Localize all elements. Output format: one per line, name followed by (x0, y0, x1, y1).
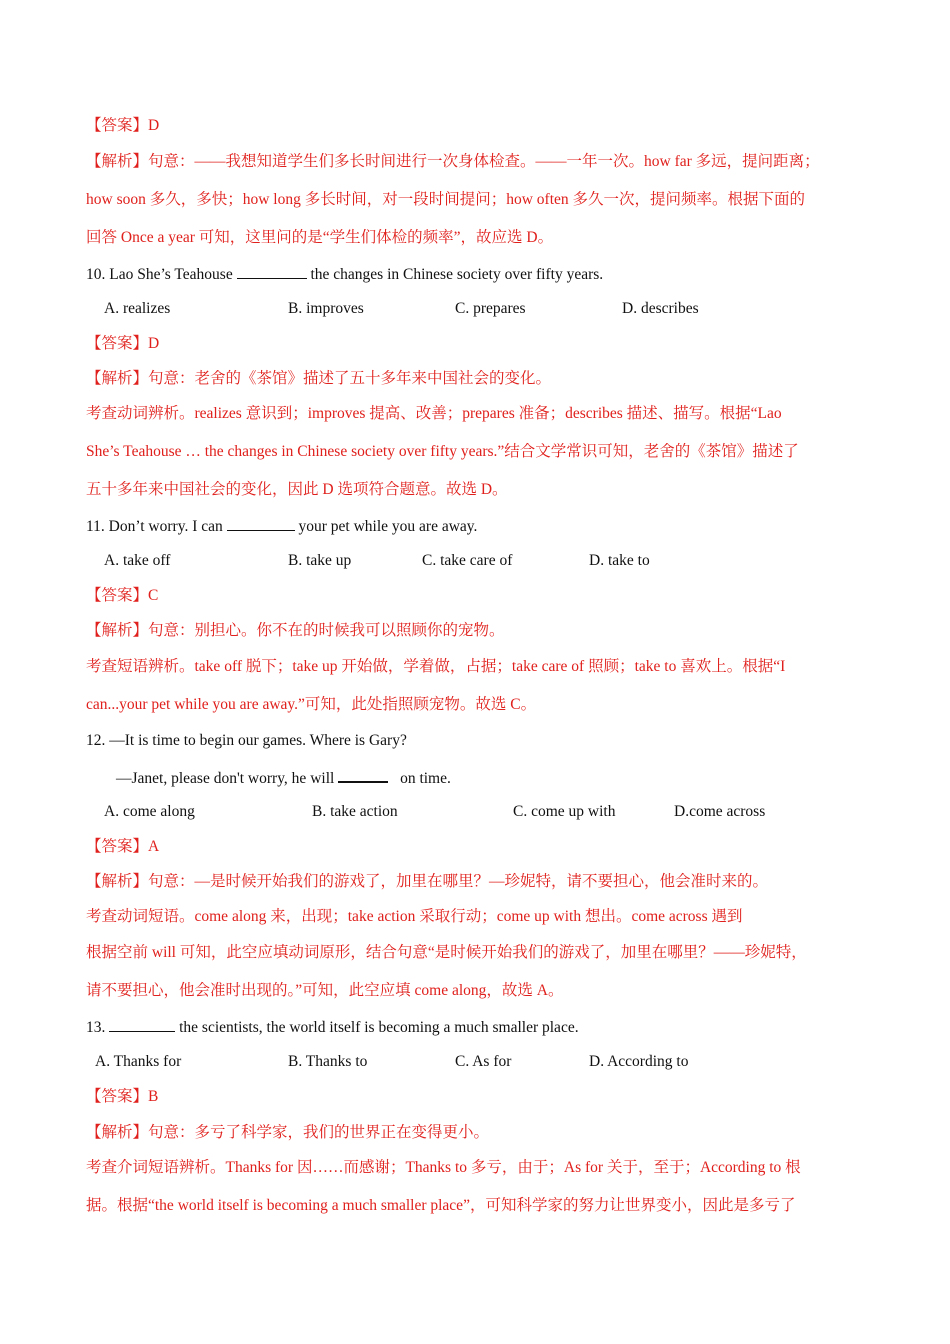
option-c: C. take care of (422, 552, 513, 569)
option-d: D.come across (674, 803, 766, 820)
answer-blank (227, 516, 295, 531)
question-stem-q10: 10. Lao She’s Teahouse the changes in Chinese society over fifty years. (86, 266, 604, 283)
analysis-line: She’s Teahouse … the changes in Chinese society over fifty years.”结合文学常识可知，老舍的《茶馆》描述了 (86, 443, 799, 460)
option-b: B. take action (312, 803, 398, 820)
option-d: D. According to (589, 1053, 689, 1070)
answer-blank (338, 767, 388, 783)
option-a: A. realizes (104, 300, 171, 317)
analysis-line: 回答 Once a year 可知，这里问的是“学生们体检的频率”，故应选 D。 (86, 229, 554, 246)
option-a: A. take off (104, 552, 171, 569)
question-stem-q12: 12. —It is time to begin our games. Where is Gary? (86, 732, 407, 749)
analysis-line: 【解析】句意：多亏了科学家，我们的世界正在变得更小。 (86, 1124, 490, 1141)
analysis-line: 据。根据“the world itself is becoming a much smaller place”，可知科学家的努力让世界变小，因此是多亏了 (86, 1197, 796, 1214)
answer-blank (237, 264, 307, 279)
option-b: B. Thanks to (288, 1053, 368, 1070)
analysis-line: 考查短语辨析。take off 脱下；take up 开始做，学着做，占据；take care of 照顾；take to 喜欢上。根据“I (86, 658, 786, 675)
analysis-line: 考查动词短语。come along 来，出现；take action 采取行动；come up with 想出。come across 遇到 (86, 908, 743, 925)
analysis-line: 【解析】句意：老舍的《茶馆》描述了五十多年来中国社会的变化。 (86, 370, 552, 387)
analysis-line: 请不要担心，他会准时出现的。”可知，此空应填 come along，故选 A。 (86, 982, 564, 999)
option-a: A. Thanks for (95, 1053, 182, 1070)
answer-blank (109, 1017, 175, 1032)
answer-label-q9: 【答案】D (86, 117, 160, 134)
option-c: C. As for (455, 1053, 512, 1070)
option-d: D. take to (589, 552, 650, 569)
option-a: A. come along (104, 803, 195, 820)
analysis-line: 【解析】句意：—是时候开始我们的游戏了，加里在哪里？—珍妮特，请不要担心，他会准时来的。 (86, 873, 769, 890)
analysis-line: 五十多年来中国社会的变化，因此 D 选项符合题意。故选 D。 (86, 481, 508, 498)
answer-label-q12: 【答案】A (86, 838, 160, 855)
analysis-line: 考查介词短语辨析。Thanks for 因……而感谢；Thanks to 多亏，由于；As for 关于，至于；According to 根 (86, 1159, 801, 1176)
option-b: B. take up (288, 552, 352, 569)
option-c: C. come up with (513, 803, 616, 820)
analysis-line: 根据空前 will 可知，此空应填动词原形，结合句意“是时候开始我们的游戏了，加里在哪里？——珍妮特， (86, 944, 807, 961)
option-d: D. describes (622, 300, 699, 317)
analysis-line: can...your pet while you are away.”可知，此处指照顾宠物。故选 C。 (86, 696, 537, 713)
answer-label-q13: 【答案】B (86, 1088, 159, 1105)
option-c: C. prepares (455, 300, 526, 317)
question-stem-q11: 11. Don’t worry. I can your pet while you are away. (86, 518, 478, 535)
question-stem-q13: 13. the scientists, the world itself is becoming a much smaller place. (86, 1019, 579, 1036)
analysis-line: how soon 多久，多快；how long 多长时间，对一段时间提问；how often 多久一次，提问频率。根据下面的 (86, 191, 806, 208)
question-stem-q12-reply: —Janet, please don't worry, he will on time. (116, 767, 451, 789)
option-b: B. improves (288, 300, 364, 317)
answer-label-q11: 【答案】C (86, 587, 159, 604)
analysis-line: 考查动词辨析。realizes 意识到；improves 提高、改善；prepares 准备；describes 描述、描写。根据“Lao (86, 405, 782, 422)
answer-label-q10: 【答案】D (86, 335, 160, 352)
analysis-line: 【解析】句意：别担心。你不在的时候我可以照顾你的宠物。 (86, 622, 505, 639)
analysis-line: 【解析】句意：——我想知道学生们多长时间进行一次身体检查。——一年一次。how far 多远，提问距离； (86, 153, 820, 170)
